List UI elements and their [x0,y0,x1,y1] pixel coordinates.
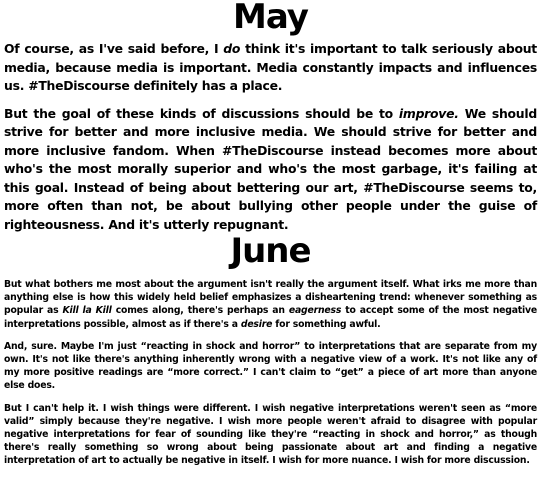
june-p1-text-d: for something awful. [272,318,381,330]
may-p2-text-b: We should strive for better and more inclusive media. We should strive for better and more inclusive fandom. When #TheDiscourse instead becomes more about who's the most morally superior and who's the most garbage, it's failing at this goal. Instead of being about bettering our art, #TheDiscourse seems to, more often than not, be about bullying other people under the guise of righteousness. And it's utterly repugnant. [4,105,537,232]
june-p1-text-c: to accept some of the most negative interpretations possible, almost as if there's a [4,305,537,330]
june-paragraph-1 [4,278,537,331]
may-p1-text-a: Of course, as I've said before, I [4,41,224,56]
june-paragraph-2: And, sure. Maybe I'm just “reacting in shock and horror” to interpretations that are separate from my own. It's not like there's anything inherently wrong with a negative view of a work. It's not like any of my more positive readings are “more correct.” I can't claim to “get” a piece of art more than anyone else does. [4,340,537,392]
june-heading: June [230,231,311,271]
june-p1-text-a: But what bothers me most about the argument isn't really the argument itself. What irks me more than anything else is how this widely held belief emphasizes a disheartening trend: whenever something as popular as [4,279,537,317]
june-p1-emphasis-3: desire [240,318,273,330]
may-p1-emphasis: do [223,41,241,56]
june-p1-emphasis-1: Kill la Kill [62,305,112,317]
may-paragraph-1 [4,40,537,96]
may-p1-text-b: think it's important to talk seriously about media, because media is important. Media constantly impacts and influences us. #TheDiscourse definitely has a place. [4,41,537,93]
may-paragraph-2 [4,105,537,235]
may-p2-emphasis: improve. [398,105,459,121]
june-p1-emphasis-2: eagerness [288,305,342,317]
may-heading: May [233,0,308,37]
may-p2-text-a: But the goal of these kinds of discussions should be to [4,105,399,121]
may-section [4,0,537,234]
june-paragraph-3: But I can't help it. I wish things were different. I wish negative interpretations weren't seen as “more valid” simply because they're negative. I wish more people weren't afraid to disagree with popular negative interpretations for fear of sounding like they're “reacting in shock and horror,” as though there's really something so wrong about being passionate about art and finding a negative interpretation of art to actually be negative in itself. I wish for more nuance. I wish for more discussion. [4,402,537,467]
june-p1-text-b: comes along, there's perhaps an [111,305,289,317]
june-section [4,231,537,468]
